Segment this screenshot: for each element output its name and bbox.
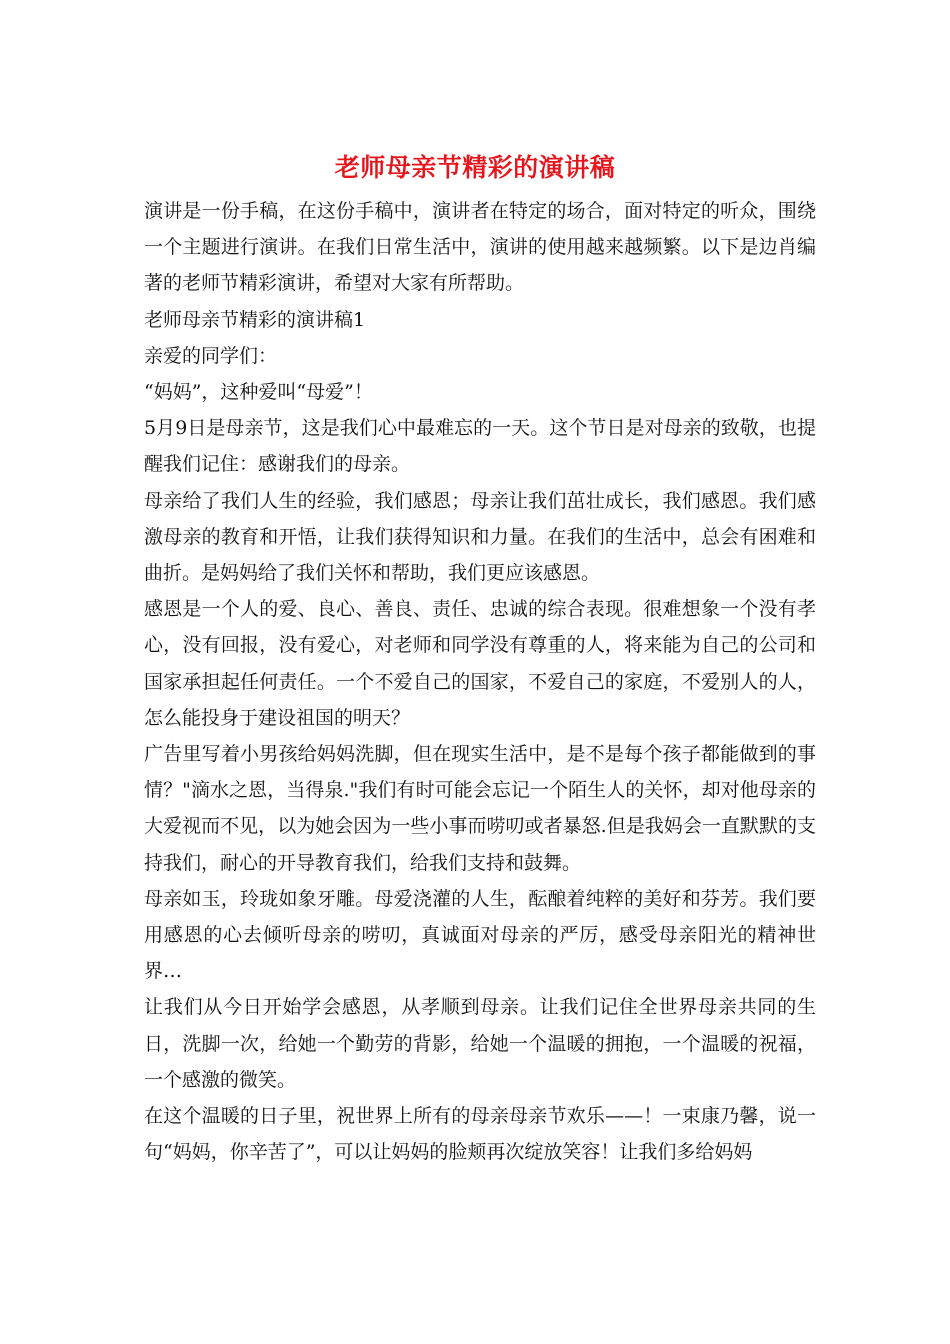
intro-paragraph: 演讲是一份手稿，在这份手稿中，演讲者在特定的场合，面对特定的听众，围绕一个主题进行演讲。在我们日常生活中，演讲的使用越来越频繁。以下是边肖编著的老师节精彩演讲，希望对大家有所帮助。 [144,200,816,295]
paragraph: 在这个温暖的日子里，祝世界上所有的母亲母亲节欢乐——！一束康乃馨，说一句“妈妈，你辛苦了”，可以让妈妈的脸颊再次绽放笑容！让我们多给妈妈 [144,1105,816,1164]
paragraph: 母亲给了我们人生的经验，我们感恩；母亲让我们茁壮成长，我们感恩。我们感激母亲的教育和开悟，让我们获得知识和力量。在我们的生活中，总会有困难和曲折。是妈妈给了我们关怀和帮助，我们更应该感恩。 [144,489,816,585]
paragraph: 母亲如玉，玲珑如象牙雕。母爱浇灌的人生，酝酿着纯粹的美好和芬芳。我们要用感恩的心去倾听母亲的唠叨，真诚面对母亲的严厉，感受母亲阳光的精神世界… [144,887,816,983]
paragraph: “妈妈”，这种爱叫“母爱”！ [144,381,373,404]
salutation: 亲爱的同学们： [144,344,278,367]
document-body [144,193,816,1170]
paragraph: 广告里写着小男孩给妈妈洗脚，但在现实生活中，是不是每个孩子都能做到的事情？"滴水之恩，当得泉."我们有时可能会忘记一个陌生人的关怀，却对他母亲的大爱视而不见，以为她会因为一些小事而唠叨或者暴怒.但是我妈会一直默默的支持我们，耐心的开导教育我们，给我们支持和鼓舞。 [144,743,816,874]
document-title: 老师母亲节精彩的演讲稿 [334,153,616,182]
section-heading: 老师母亲节精彩的演讲稿1 [144,308,366,331]
paragraph: 5月9日是母亲节，这是我们心中最难忘的一天。这个节日是对母亲的致敬，也提醒我们记住：感谢我们的母亲。 [144,417,816,476]
paragraph: 感恩是一个人的爱、良心、善良、责任、忠诚的综合表现。很难想象一个没有孝心，没有回报，没有爱心，对老师和同学没有尊重的人，将来能为自己的公司和国家承担起任何责任。一个不爱自己的国家，不爱自己的家庭，不爱别人的人，怎么能投身于建设祖国的明天？ [144,598,816,729]
paragraph: 让我们从今日开始学会感恩，从孝顺到母亲。让我们记住全世界母亲共同的生日，洗脚一次，给她一个勤劳的背影，给她一个温暖的拥抱，一个温暖的祝福，一个感激的微笑。 [144,996,816,1091]
